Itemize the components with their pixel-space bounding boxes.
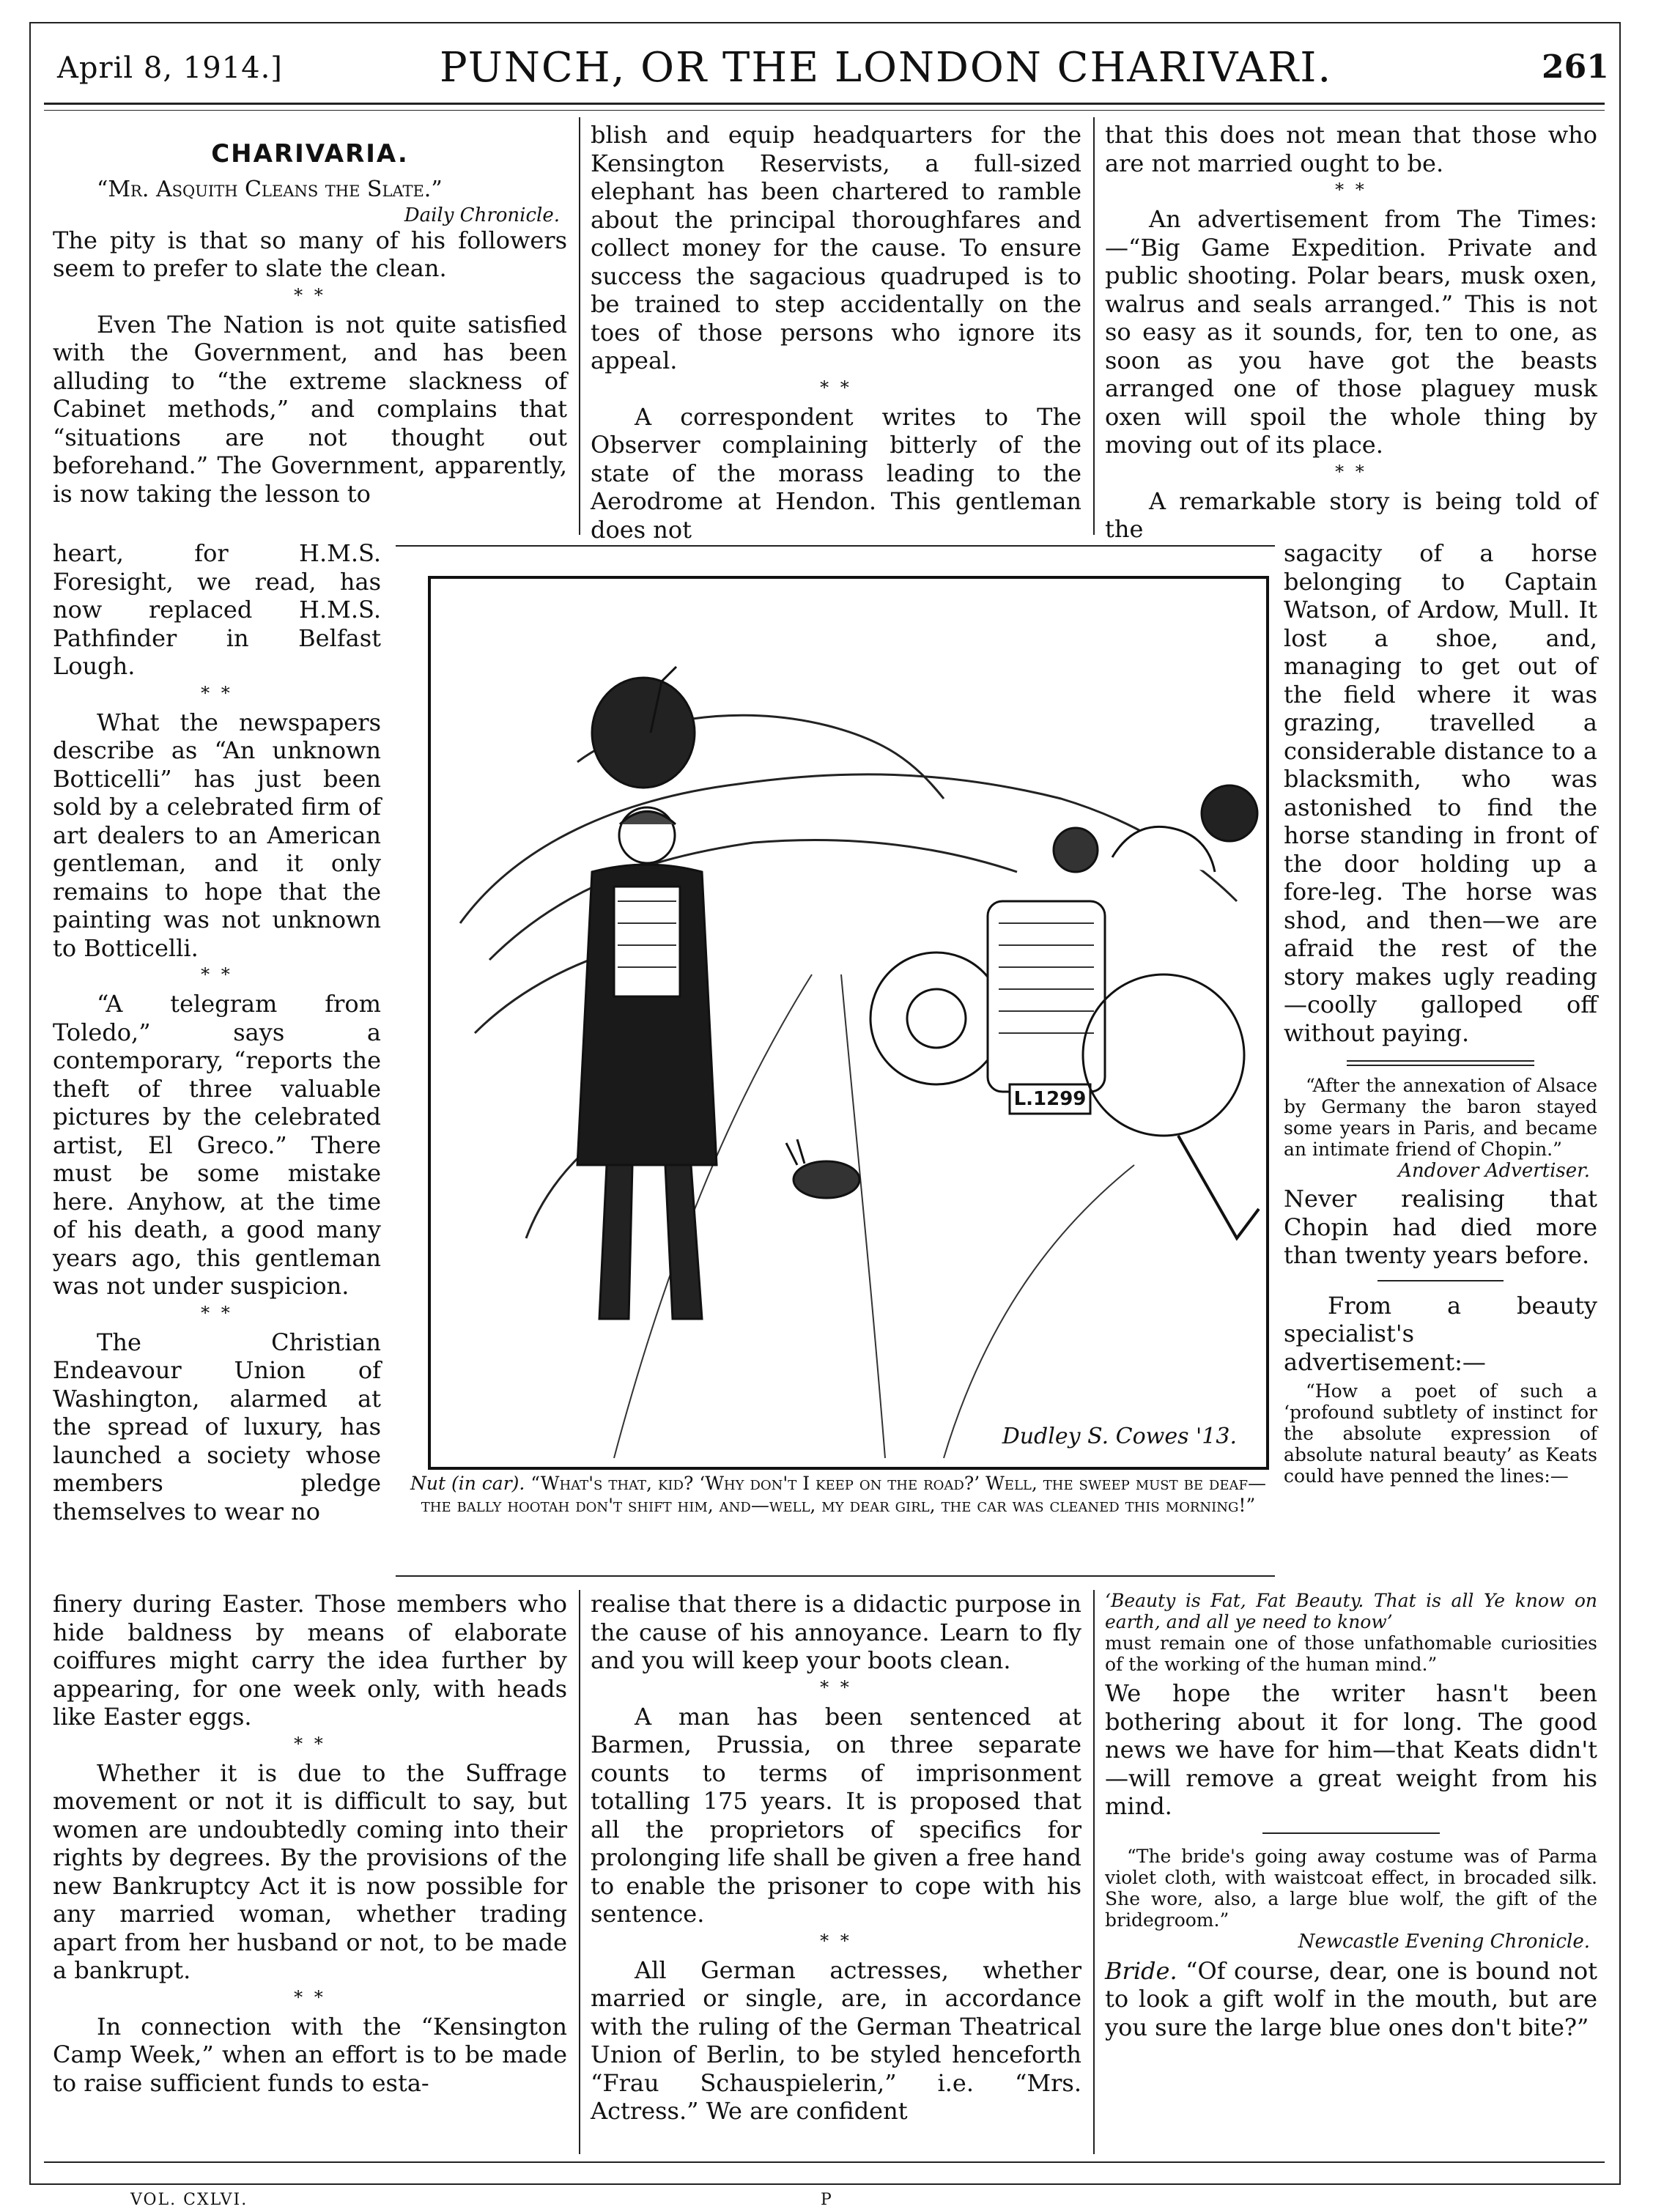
paragraph: What the newspapers describe as “An unknown Botticelli” has just been sold by a celebrated firm of art dealers to an American gentleman, and it only remains to hope that the painting was not unknown to Botticelli. <box>53 708 381 962</box>
section-break: * * <box>201 1302 233 1323</box>
paragraph: that this does not mean that those who are not married ought to be. <box>1105 121 1597 177</box>
paragraph <box>1105 1957 1597 2042</box>
paragraph: We hope the writer hasn't been bothering about it for long. The good news we have for him—that Keats didn't—will remove a great weight from his mind. <box>1105 1679 1597 1820</box>
rabbit <box>786 1139 859 1198</box>
section-break: * * <box>294 1986 326 2008</box>
col2-bottom <box>591 1590 1081 2126</box>
quoted-clipping: “After the annexation of Alsace by Germany the baron stayed some years in Paris, and became an intimate friend of Chopin.” <box>1284 1075 1597 1160</box>
section-break: * * <box>1335 461 1367 482</box>
section-break: * * <box>294 284 326 306</box>
col1-top <box>53 132 567 508</box>
running-date: April 8, 1914.] <box>57 51 283 85</box>
paragraph: A remarkable story is being told of the <box>1105 487 1597 543</box>
section-break: * * <box>820 1676 852 1698</box>
sweep-figure <box>577 667 717 1319</box>
caption-speaker: Nut (in car). <box>410 1473 525 1494</box>
col3-bottom <box>1105 1590 1597 2041</box>
cartoon-top-rule <box>396 545 1275 547</box>
section-break: * * <box>820 377 852 398</box>
paragraph: finery during Easter. Those members who hide baldness by means of elaborate coiffures might carry the idea further by appearing, for one week only, with heads like Easter eggs. <box>53 1590 567 1731</box>
section-break: * * <box>820 1930 852 1951</box>
clipping-source: Andover Advertiser. <box>1398 1160 1590 1182</box>
quote-source: Daily Chronicle. <box>404 204 560 226</box>
header-rule <box>44 103 1605 105</box>
artist-signature: Dudley S. Cowes '13. <box>1002 1424 1237 1449</box>
paragraph: From a beauty specialist's advertisement:— <box>1284 1291 1597 1376</box>
footer-rule <box>44 2161 1605 2163</box>
paragraph: Whether it is due to the Suffrage movement or not it is difficult to say, but women are undoubtedly coming into their rights by degrees. By the provisions of the new Bankruptcy Act it is now possible for any married woman, whether trading apart from her husband or not, to be made a bankrupt. <box>53 1758 567 1984</box>
speech-text: “Of course, dear, one is bound not to look a gift wolf in the mouth, but are you sure the large blue ones don't bite?” <box>1105 1956 1598 2041</box>
col2-top <box>591 121 1081 544</box>
paragraph: A man has been sentenced at Barmen, Prussia, on three separate counts to terms of imprisonment totalling 175 years. It is proposed that all the proprietors of specifics for prolonging life shall be given a free hand to enable the prisoner to cope with his sentence. <box>591 1702 1081 1928</box>
paragraph: heart, for H.M.S. Foresight, we read, has now replaced H.M.S. Pathfinder in Belfast Lough. <box>53 539 381 680</box>
paragraph: The Christian Endeavour Union of Washington, alarmed at the spread of luxury, has launched a society whose members pledge themselves to wear no <box>53 1328 381 1525</box>
cartoon-caption <box>400 1473 1276 1517</box>
page-number: 261 <box>1542 48 1609 86</box>
col3-narrow <box>1284 539 1597 1487</box>
double-rule <box>1347 1065 1535 1066</box>
motor-car <box>870 785 1259 1238</box>
section-break: * * <box>294 1733 326 1754</box>
paragraph: Even The Nation is not quite satisfied with the Government, and has been alluding to “the extreme slackness of Cabinet methods,” and complains that “situations are not thought out beforehand.” The Government, apparently, is now taking the lesson to <box>53 310 567 508</box>
column-rule <box>579 117 580 535</box>
paragraph: An advertisement from The Times:—“Big Game Expedition. Private and public shooting. Polar bears, musk oxen, walrus and seals arranged.” This is not so easy as it sounds, for, ten to one, as soon as you have got the beasts arranged one of those plaguey musk oxen will spoil the whole thing by moving out of its place. <box>1105 205 1597 459</box>
cartoon-frame <box>428 576 1269 1470</box>
header-rule-thin <box>44 110 1605 111</box>
volume-label: VOL. CXLVI. <box>130 2191 248 2209</box>
column-rule <box>1093 117 1095 535</box>
column-rule <box>1093 1590 1095 2154</box>
signature-mark: P <box>821 2191 832 2209</box>
paragraph: In connection with the “Kensington Camp Week,” when an effort is to be made to raise sufficient funds to esta- <box>53 2012 567 2097</box>
cartoon-bottom-rule <box>396 1575 1275 1577</box>
paragraph: Never realising that Chopin had died more than twenty years before. <box>1284 1185 1597 1269</box>
verse-quote: ‘Beauty is Fat, Fat Beauty. That is all Ye know on earth, and all ye need to know’ <box>1105 1590 1597 1632</box>
paragraph: All German actresses, whether married or single, are, in accordance with the ruling of the German Theatrical Union of Berlin, to be styled henceforth “Frau Schauspielerin,” i.e. “Mrs. Actress.” We are confident <box>591 1956 1081 2125</box>
running-title: PUNCH, OR THE LONDON CHARIVARI. <box>440 44 1333 92</box>
paragraph: A correspondent writes to The Observer complaining bitterly of the state of the morass leading to the Aerodrome at Hendon. This gentleman does not <box>591 402 1081 544</box>
section-break: * * <box>201 682 233 703</box>
cartoon-illustration <box>431 579 1266 1467</box>
quoted-clipping: must remain one of those unfathomable curiosities of the working of the human mind.” <box>1105 1632 1597 1675</box>
double-rule <box>1347 1060 1535 1062</box>
section-title: CHARIVARIA. <box>211 139 409 169</box>
paragraph: blish and equip headquarters for the Kensington Reservists, a full-sized elephant has been chartered to ramble about the principal thoroughfares and collect money for the cause. To ensure success the sagacious quadruped is to be trained to step accidentally on the toes of those persons who ignore its appeal. <box>591 121 1081 374</box>
col1-narrow <box>53 539 381 1525</box>
col3-top <box>1105 121 1597 544</box>
quoted-clipping: “The bride's going away costume was of Parma violet cloth, with waistcoat effect, in brocaded silk. She wore, also, a large blue wolf, the gift of the bridegroom.” <box>1105 1845 1597 1931</box>
separator-rule <box>1378 1280 1503 1281</box>
number-plate: L.1299 <box>1013 1088 1087 1110</box>
column-rule <box>579 1590 580 2154</box>
speaker-label: Bride. <box>1105 1956 1177 1985</box>
separator-rule <box>1262 1832 1440 1834</box>
section-break: * * <box>1335 180 1367 200</box>
paragraph: realise that there is a didactic purpose in the cause of his annoyance. Learn to fly and you will keep your boots clean. <box>591 1590 1081 1674</box>
quote-headline: “Mr. Asquith Cleans the Slate.” <box>97 177 443 202</box>
section-break: * * <box>201 964 233 985</box>
paragraph: The pity is that so many of his followers seem to prefer to slate the clean. <box>53 226 567 282</box>
paragraph: “A telegram from Toledo,” says a contemporary, “reports the theft of three valuable pictures by the celebrated artist, El Greco.” There must be some mistake here. Anyhow, at the time of his death, a good many years ago, this gentleman was not under suspicion. <box>53 990 381 1300</box>
clipping-source: Newcastle Evening Chronicle. <box>1298 1930 1590 1953</box>
quoted-clipping: “How a poet of such a ‘profound subtlety of instinct for the absolute expression of absolute natural beauty’ as Keats could have penned the lines:— <box>1284 1380 1597 1487</box>
col1-bottom <box>53 1590 567 2097</box>
paragraph: sagacity of a horse belonging to Captain Watson, of Ardow, Mull. It lost a shoe, and, managing to get out of the field where it was grazing, travelled a considerable distance to a blacksmith, who was astonished to find the horse standing in front of the door holding up a fore-leg. The horse was shod, and then—we are afraid the rest of the story makes ugly reading—coolly galloped off without paying. <box>1284 539 1597 1047</box>
caption-text: “What's that, kid? ‘Why don't I keep on the road?’ Well, the sweep must be deaf—the bally hootah don't shift him, and—well, my dear girl, the car was cleaned this morning!” <box>421 1473 1266 1516</box>
